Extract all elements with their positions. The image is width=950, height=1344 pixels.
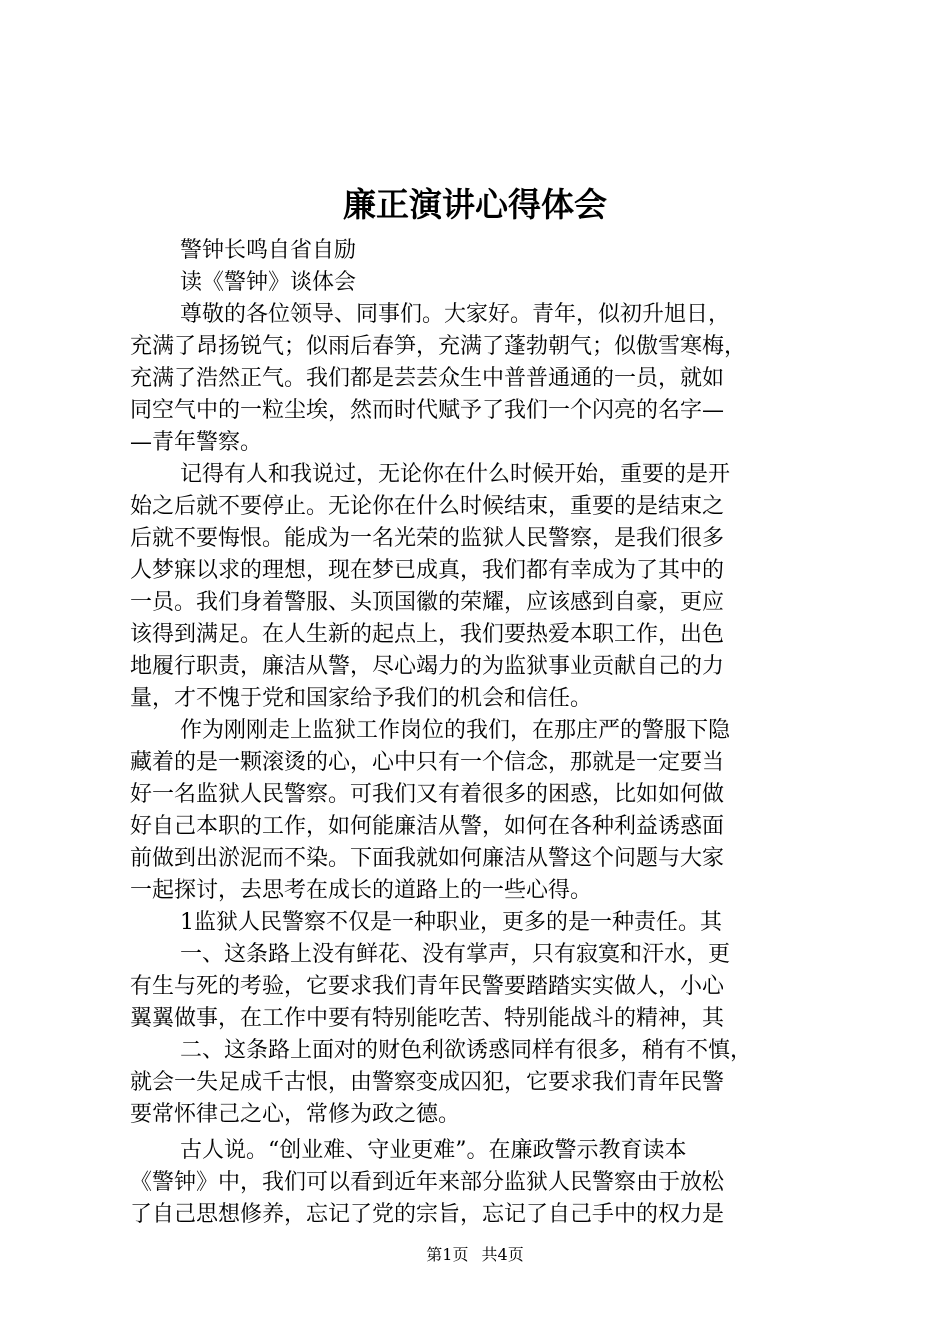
text-line: 《警钟》中，我们可以看到近年来部分监狱人民警察由于放松	[130, 1170, 725, 1195]
text-line: 地履行职责，廉洁从警，尽心竭力的为监狱事业贡献自己的力	[130, 654, 725, 679]
text-line: 一员。我们身着警服、头顶国徽的荣耀，应该感到自豪，更应	[130, 590, 725, 615]
text-line: 充满了昂扬锐气；似雨后春笋，充满了蓬勃朝气；似傲雪寒梅，	[130, 334, 747, 359]
text-line: 充满了浩然正气。我们都是芸芸众生中普普通通的一员，就如	[130, 366, 725, 391]
text-line: 后就不要悔恨。能成为一名光荣的监狱人民警察，是我们很多	[130, 526, 725, 551]
text-line: 翼翼做事，在工作中要有特别能吃苦、特别能战斗的精神，其	[130, 1006, 725, 1031]
text-line: 有生与死的考验，它要求我们青年民警要踏踏实实做人，小心	[130, 974, 725, 999]
text-line: 一起探讨，去思考在成长的道路上的一些心得。	[130, 878, 593, 903]
text-line: 要常怀律己之心，常修为政之德。	[130, 1102, 461, 1127]
text-line: 始之后就不要停止。无论你在什么时候结束，重要的是结束之	[130, 494, 725, 519]
page-total: 共4页	[481, 1245, 524, 1264]
text-line: —青年警察。	[130, 430, 263, 455]
text-line: 古人说。“创业难、守业更难”。在廉政警示教育读本	[180, 1138, 687, 1163]
document-body	[130, 235, 830, 1231]
text-line: 二、这条路上面对的财色利欲诱惑同样有很多，稍有不慎，	[180, 1038, 753, 1063]
text-line: 1监狱人民警察不仅是一种职业，更多的是一种责任。其	[180, 910, 722, 935]
text-line: 记得有人和我说过，无论你在什么时候开始，重要的是开	[180, 462, 731, 487]
text-line: 藏着的是一颗滚烫的心，心中只有一个信念，那就是一定要当	[130, 750, 725, 775]
text-line: 量，才不愧于党和国家给予我们的机会和信任。	[130, 686, 593, 711]
subtitle-line: 读《警钟》谈体会	[180, 270, 357, 295]
subtitle-line: 警钟长鸣自省自励	[180, 238, 357, 263]
page-footer	[0, 1244, 950, 1266]
text-line: 作为刚刚走上监狱工作岗位的我们，在那庄严的警服下隐	[180, 718, 731, 743]
text-line: 该得到满足。在人生新的起点上，我们要热爱本职工作，出色	[130, 622, 725, 647]
text-line: 人梦寐以求的理想，现在梦已成真，我们都有幸成为了其中的	[130, 558, 725, 583]
text-line: 好一名监狱人民警察。可我们又有着很多的困惑，比如如何做	[130, 782, 725, 807]
page-number: 第1页	[426, 1245, 469, 1264]
text-line: 同空气中的一粒尘埃，然而时代赋予了我们一个闪亮的名字—	[130, 398, 725, 423]
text-line: 就会一失足成千古恨，由警察变成囚犯，它要求我们青年民警	[130, 1070, 725, 1095]
text-line: 好自己本职的工作，如何能廉洁从警，如何在各种利益诱惑面	[130, 814, 725, 839]
text-line: 一、这条路上没有鲜花、没有掌声，只有寂寞和汗水，更	[180, 942, 731, 967]
text-line: 尊敬的各位领导、同事们。大家好。青年，似初升旭日，	[180, 302, 731, 327]
text-line: 前做到出淤泥而不染。下面我就如何廉洁从警这个问题与大家	[130, 846, 725, 871]
document-title: 廉正演讲心得体会	[343, 185, 607, 224]
text-line: 了自己思想修养，忘记了党的宗旨，忘记了自己手中的权力是	[130, 1202, 725, 1227]
